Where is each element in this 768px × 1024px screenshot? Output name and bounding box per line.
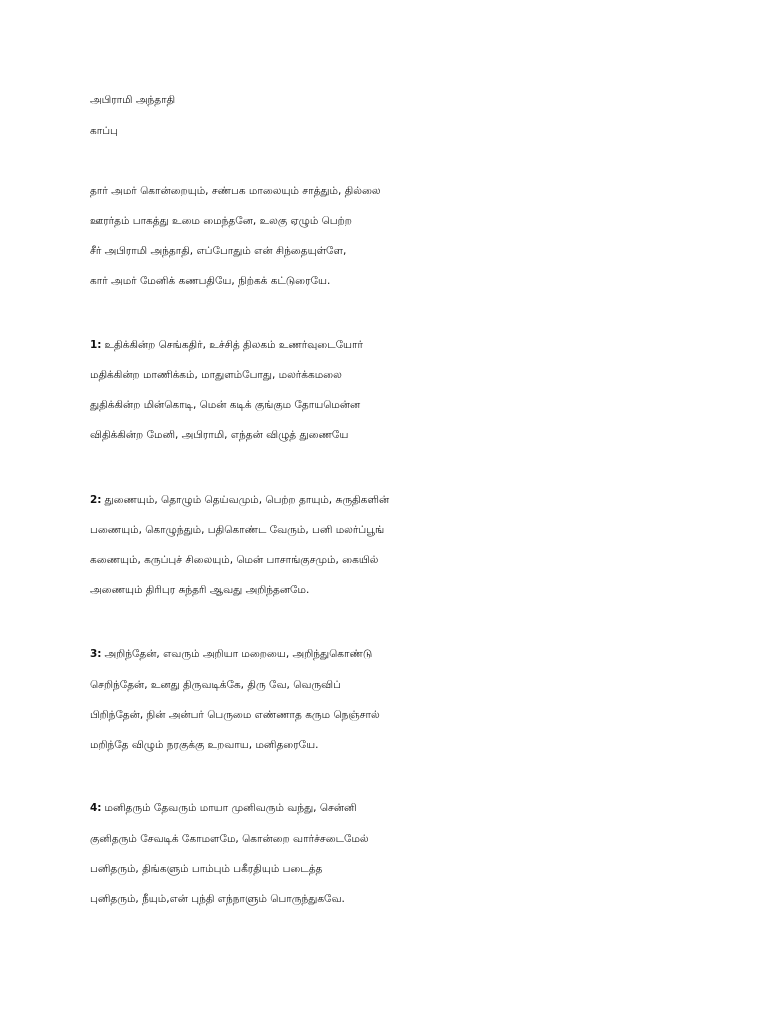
- verse-number: 3:: [90, 648, 102, 660]
- verse-line: [90, 338, 363, 352]
- verse-line: மறிந்தே விழும் நரகுக்கு உறவாய, மனிதரையே.: [90, 739, 319, 751]
- verse-line: பிறிந்தேன், நின் அன்பர் பெருமை எண்ணாத கரும நெஞ்சால்: [90, 709, 380, 721]
- verse-line: விதிக்கின்ற மேனி, அபிராமி, எந்தன் விழுத் துணையே: [90, 429, 349, 441]
- verse-line: கணையும், கருப்புச் சிலையும், மென் பாசாங்குசமும், கையில்: [90, 554, 379, 566]
- verse-line: செறிந்தேன், உனது திருவடிக்கே, திரு வே, வெருவிப்: [90, 679, 341, 691]
- verse-text: அறிந்தேன், எவரும் அறியா மறையை, அறிந்துகொண்டு: [104, 648, 373, 660]
- verse-line: துதிக்கின்ற மின்கொடி, மென் கடிக் குங்கும தோயமென்ன: [90, 399, 361, 411]
- verse-number: 4:: [90, 802, 102, 814]
- verse-line: அணையும் திரிபுர சுந்தரி ஆவது அறிந்தனமே.: [90, 584, 310, 596]
- verse-line: பணையும், கொழுந்தும், பதிகொண்ட வேரும், பனி மலர்ப்பூங்: [90, 524, 385, 536]
- document-title: அபிராமி அந்தாதி: [90, 94, 176, 106]
- kappu-line: கார் அமர் மேனிக் கணபதியே, நிற்கக் கட்டுரையே.: [90, 275, 331, 287]
- kappu-line: ஊரர்தம் பாகத்து உமை மைந்தனே, உலகு ஏழும் பெற்ற: [90, 215, 352, 227]
- verse-number: 2:: [90, 494, 102, 506]
- verse-line: மதிக்கின்ற மாணிக்கம், மாதுளம்போது, மலர்க்கமலை: [90, 369, 342, 381]
- verse-line: [90, 647, 372, 661]
- kappu-line: தார் அமர் கொன்றையும், சண்பக மாலையும் சாத்தும், தில்லை: [90, 185, 381, 197]
- verse-text: மனிதரும் தேவரும் மாயா முனிவரும் வந்து, சென்னி: [104, 802, 357, 814]
- verse-line: குனிதரும் சேவடிக் கோமளமே, கொன்றை வார்ச்சடைமேல்: [90, 833, 369, 845]
- verse-line: பனிதரும், திங்களும் பாம்பும் பகீரதியும் படைத்த: [90, 863, 323, 875]
- verse-text: உதிக்கின்ற செங்கதிர், உச்சித் திலகம் உணர்வுடையோர்: [104, 339, 364, 351]
- verse-line: [90, 493, 389, 507]
- verse-number: 1:: [90, 339, 102, 351]
- verse-text: துணையும், தொழும் தெய்வமும், பெற்ற தாயும், சுருதிகளின்: [104, 494, 390, 506]
- verse-line: புனிதரும், நீயும்,என் புந்தி எந்நாளும் பொருந்துகவே.: [90, 893, 345, 905]
- verse-line: [90, 801, 357, 815]
- kappu-line: சீர் அபிராமி அந்தாதி, எப்போதும் என் சிந்தையுள்ளே,: [90, 245, 347, 257]
- document-subtitle: காப்பு: [90, 125, 118, 137]
